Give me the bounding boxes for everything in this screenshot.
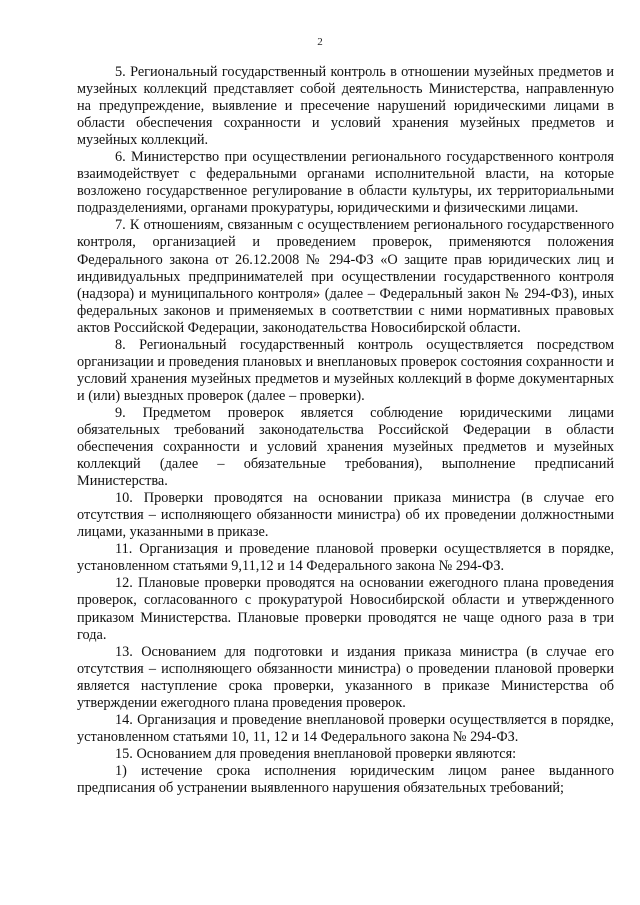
paragraph-13: 13. Основанием для подготовки и издания приказа министра (в случае его отсутствия – исполняющего обязанности министра) о проведении плановой проверки является наступление срока проверки, указанного в приказе Министерства об утверждении ежегодного плана проведения проверок. — [77, 643, 614, 711]
paragraph-10: 10. Проверки проводятся на основании приказа министра (в случае его отсутствия – исполняющего обязанности министра) об их проведении должностными лицами, указанными в приказе. — [77, 490, 614, 541]
paragraph-12: 12. Плановые проверки проводятся на основании ежегодного плана проведения проверок, согласованного с прокуратурой Новосибирской области и утвержденного приказом Министерства. Плановые проверки проводятся не чаще одного раза в три года. — [77, 575, 614, 643]
paragraph-6: 6. Министерство при осуществлении регионального государственного контроля взаимодействует с федеральными органами исполнительной власти, на которые возложено государственное регулирование в области культуры, их территориальными подразделениями, органами прокуратуры, юридическими и физическими лицами. — [77, 149, 614, 217]
paragraph-5: 5. Региональный государственный контроль в отношении музейных предметов и музейных коллекций представляет собой деятельность Министерства, направленную на предупреждение, выявление и пресечение нарушений юридическими лицами в области обеспечения сохранности и условий хранения музейных предметов и музейных коллекций. — [77, 64, 614, 149]
paragraph-15-item-1: 1) истечение срока исполнения юридическим лицом ранее выданного предписания об устранении выявленного нарушения обязательных требований; — [77, 762, 614, 796]
document-body — [77, 64, 614, 797]
paragraph-11: 11. Организация и проведение плановой проверки осуществляется в порядке, установленном статьями 9,11,12 и 14 Федерального закона № 294-ФЗ. — [77, 541, 614, 575]
paragraph-7: 7. К отношениям, связанным с осуществлением регионального государственного контроля, организацией и проведением проверок, применяются положения Федерального закона от 26.12.2008 № 294-ФЗ «О защите прав юридических лиц и индивидуальных предпринимателей при осуществлении государственного контроля (надзора) и муниципального контроля» (далее – Федеральный закон № 294-ФЗ), иных федеральных законов и применяемых в соответствии с ними нормативных правовых актов Российской Федерации, законодательства Новосибирской области. — [77, 217, 614, 336]
paragraph-15: 15. Основанием для проведения внеплановой проверки являются: — [115, 745, 517, 762]
paragraph-14: 14. Организация и проведение внеплановой проверки осуществляется в порядке, установленном статьями 10, 11, 12 и 14 Федерального закона № 294-ФЗ. — [77, 711, 614, 745]
page-number: 2 — [317, 36, 323, 48]
paragraph-9: 9. Предметом проверок является соблюдение юридическими лицами обязательных требований законодательства Российской Федерации в области обеспечения сохранности и условий хранения музейных предметов и музейных коллекций (далее – обязательные требования), выполнение предписаний Министерства. — [77, 404, 614, 490]
paragraph-8: 8. Региональный государственный контроль осуществляется посредством организации и проведения плановых и внеплановых проверок состояния сохранности и условий хранения музейных предметов и музейных коллекций в форме документарных и (или) выездных проверок (далее – проверки). — [77, 336, 614, 404]
